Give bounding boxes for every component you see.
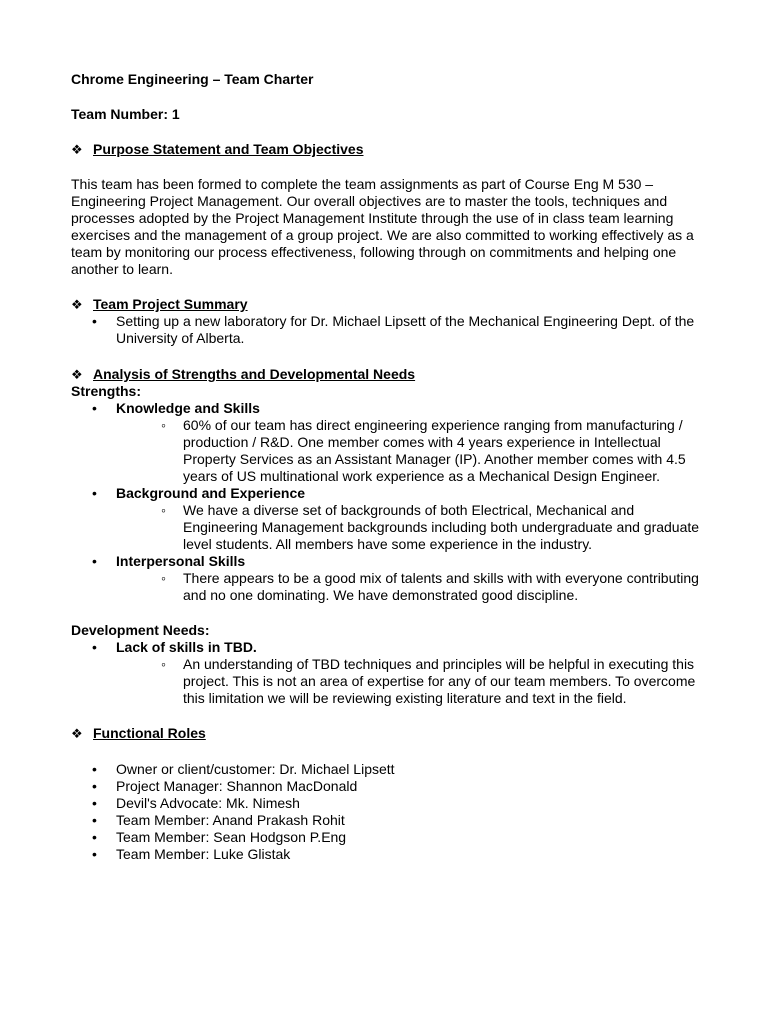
strengths-label: Strengths: (71, 383, 141, 399)
sub-list-item: ◦ 60% of our team has direct engineering experience ranging from manufacturing / production / R&D. One member comes with 4 years experience in Intellectual Property Services as an Assistant Manager (IP). Another member comes with 4.5 years of US multinational work experience as a Mechanical Design Engineer. (116, 417, 701, 485)
sub-list (116, 570, 701, 604)
sub-list (116, 417, 701, 485)
document-title: Chrome Engineering – Team Charter (71, 71, 314, 87)
development-label: Lack of skills in TBD. (116, 639, 257, 655)
sub-list (116, 656, 701, 707)
strength-label: Knowledge and Skills (116, 400, 260, 416)
purpose-section-heading (71, 141, 701, 158)
list-item: • Team Member: Sean Hodgson P.Eng (71, 829, 701, 846)
list-item (71, 553, 701, 604)
roles-list (71, 761, 701, 863)
list-item (71, 400, 701, 485)
strength-label: Interpersonal Skills (116, 553, 246, 569)
list-item: • Team Member: Anand Prakash Rohit (71, 812, 701, 829)
strengths-list (71, 400, 701, 604)
development-list (71, 639, 701, 707)
list-item (71, 639, 701, 707)
sub-list (116, 502, 701, 553)
purpose-paragraph: This team has been formed to complete the team assignments as part of Course Eng M 530 – Engineering Project Management. Our overall objectives are to master the tools, techniques and processes adopted by the Project Management Institute through the use of in class team learning exercises and the management of a group project. We are also committed to working effectively as a team by monitoring our process effectiveness, following through on commitments and helping one another to learn. (71, 176, 694, 277)
diamond-bullet-icon: ❖ (71, 726, 83, 741)
list-item: • Owner or client/customer: Dr. Michael Lipsett (71, 761, 701, 778)
list-item: • Setting up a new laboratory for Dr. Michael Lipsett of the Mechanical Engineering Dept. of the University of Alberta. (71, 313, 701, 347)
diamond-bullet-icon: ❖ (71, 297, 83, 312)
diamond-bullet-icon: ❖ (71, 142, 83, 157)
purpose-heading-text: Purpose Statement and Team Objectives (93, 141, 364, 157)
roles-heading-text: Functional Roles (93, 725, 206, 741)
summary-list (71, 313, 701, 347)
list-item: • Project Manager: Shannon MacDonald (71, 778, 701, 795)
sub-list-item: ◦ We have a diverse set of backgrounds of both Electrical, Mechanical and Engineering Management backgrounds including both undergraduate and graduate level students. All members have some experience in the industry. (116, 502, 701, 553)
list-item: • Team Member: Luke Glistak (71, 846, 701, 863)
team-number: Team Number: 1 (71, 106, 180, 122)
summary-section-heading (71, 296, 701, 313)
roles-section-heading (71, 725, 701, 742)
analysis-section-heading (71, 366, 701, 383)
strength-label: Background and Experience (116, 485, 306, 501)
diamond-bullet-icon: ❖ (71, 367, 83, 382)
sub-list-item: ◦ There appears to be a good mix of talents and skills with with everyone contributing and no one dominating. We have demonstrated good discipline. (116, 570, 701, 604)
summary-heading-text: Team Project Summary (93, 296, 248, 312)
list-item: • Devil's Advocate: Mk. Nimesh (71, 795, 701, 812)
sub-list-item: ◦ An understanding of TBD techniques and principles will be helpful in executing this project. This is not an area of expertise for any of our team members. To overcome this limitation we will be reviewing existing literature and text in the field. (116, 656, 701, 707)
analysis-heading-text: Analysis of Strengths and Developmental Needs (93, 366, 416, 382)
list-item (71, 485, 701, 553)
document-page (71, 71, 701, 863)
development-needs-label: Development Needs: (71, 622, 210, 638)
